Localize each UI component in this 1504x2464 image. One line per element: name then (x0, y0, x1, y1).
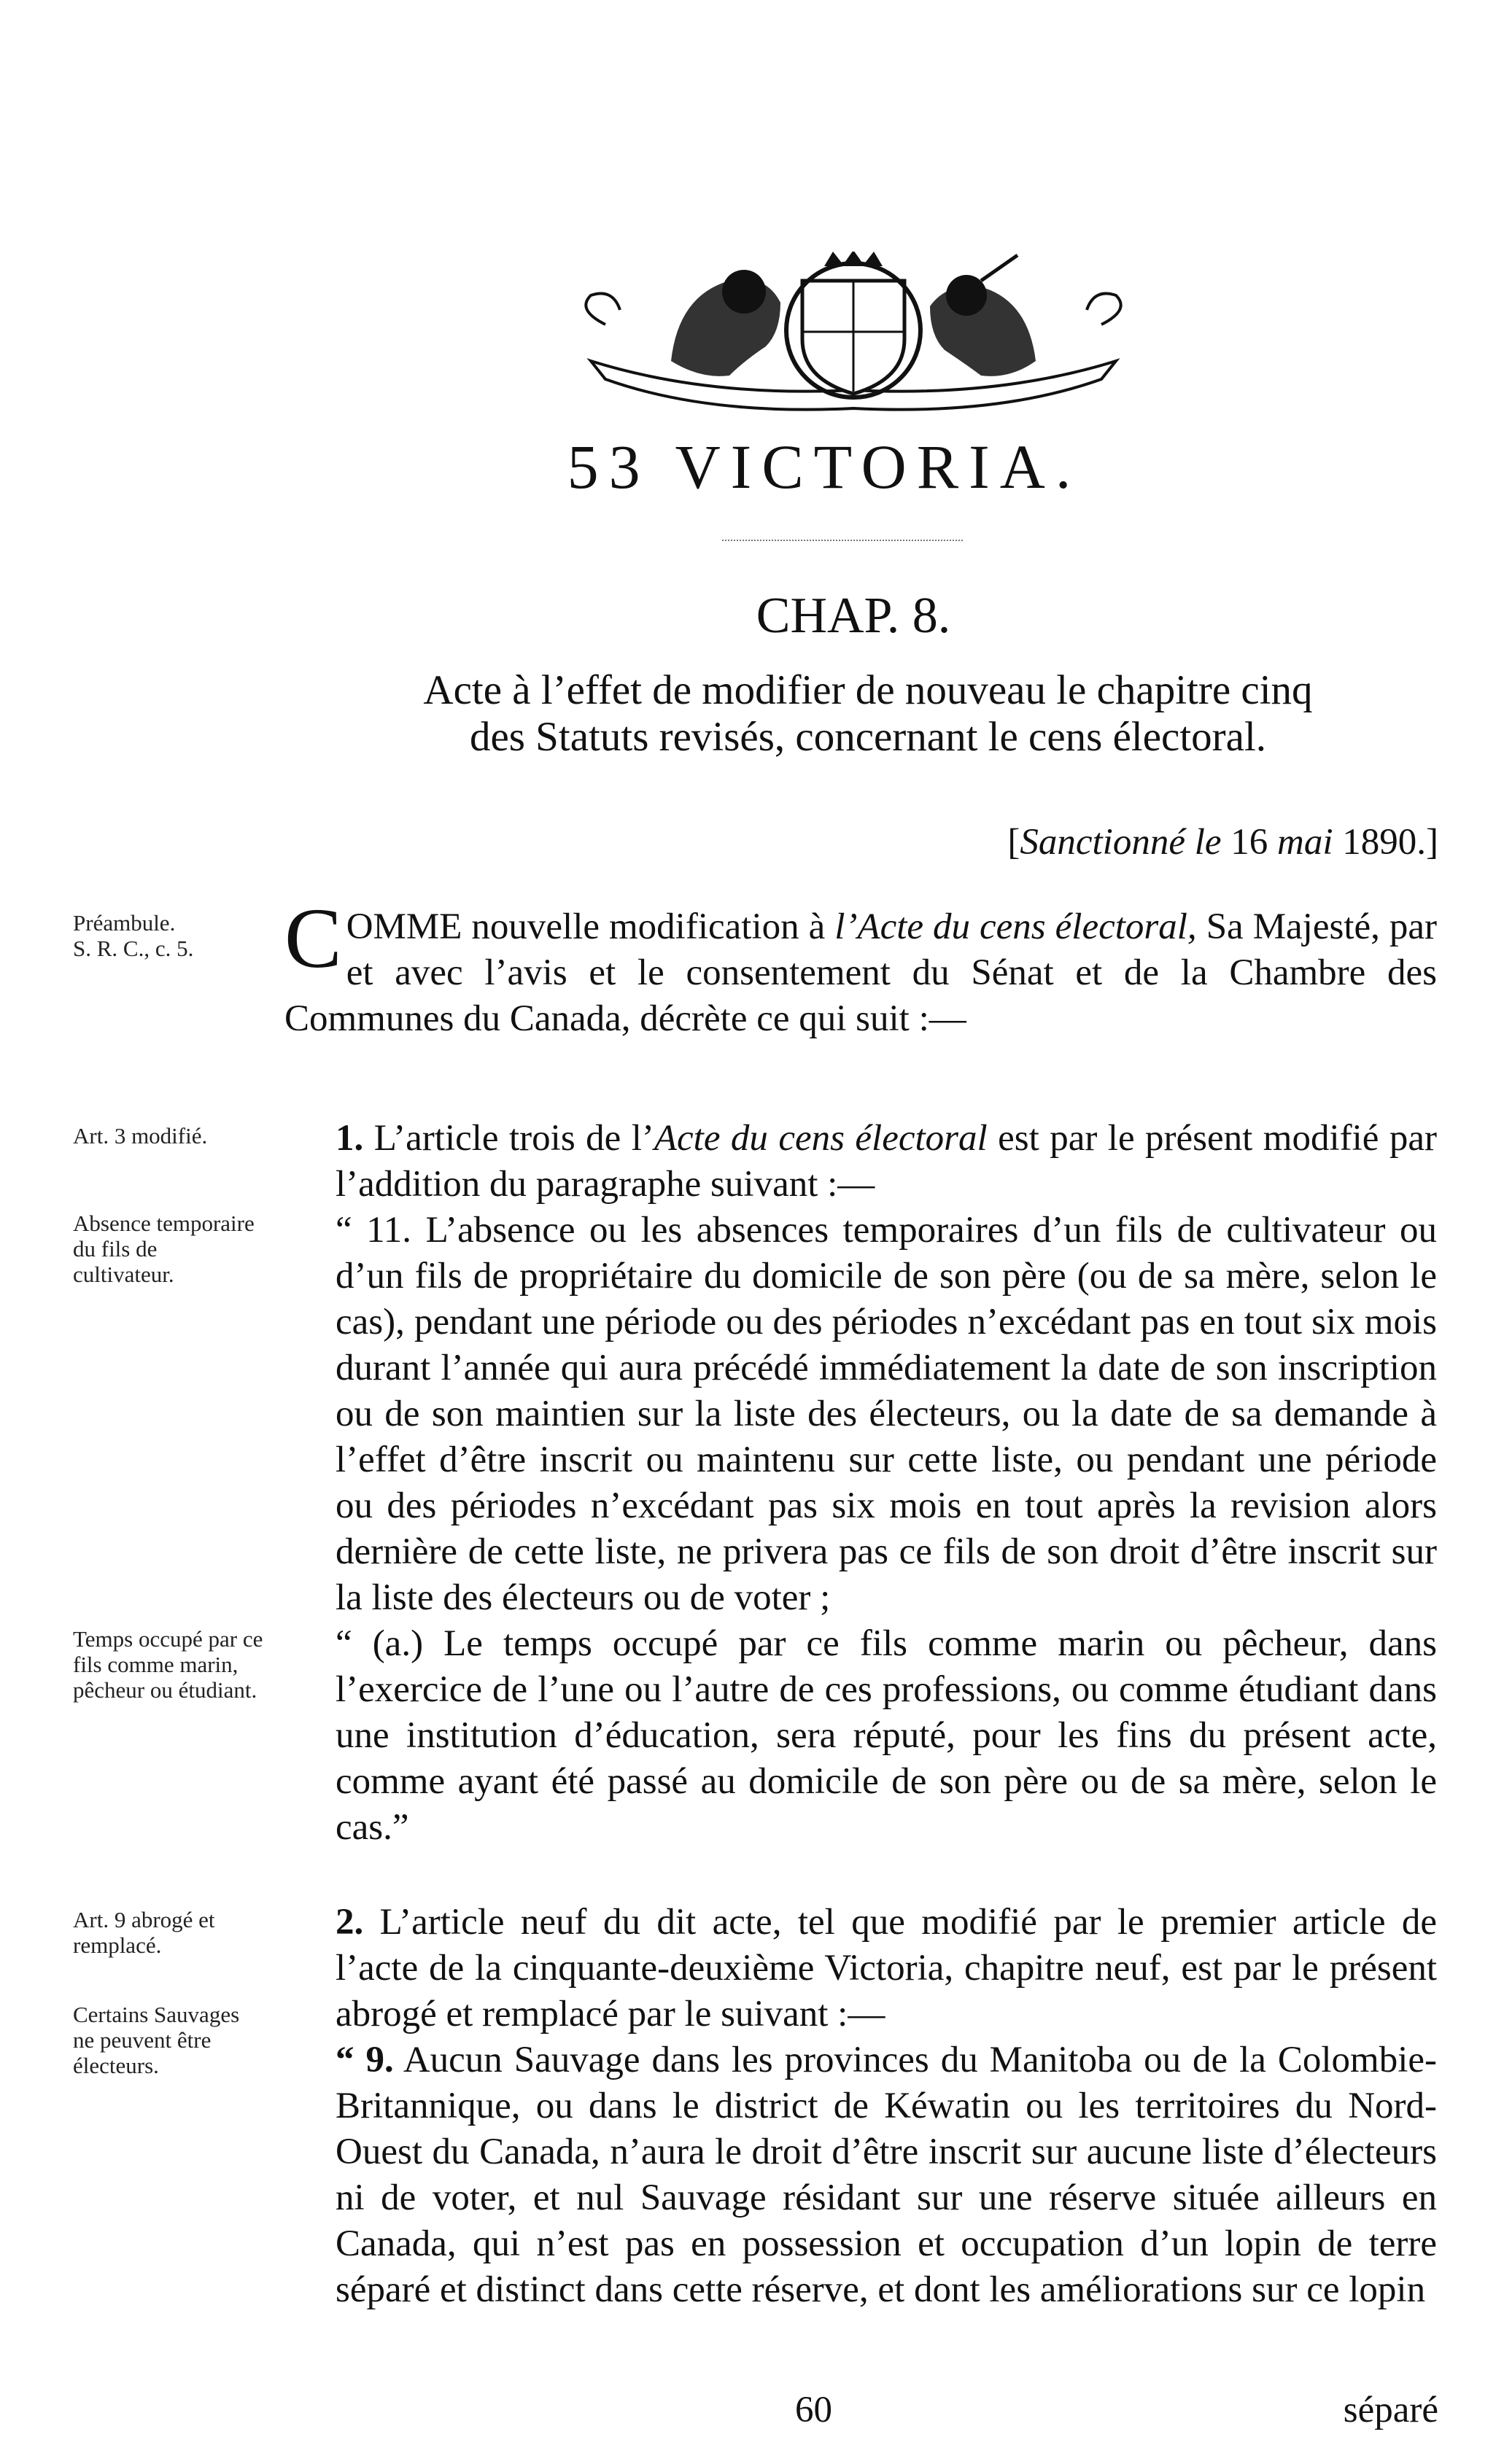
article-1-act-name: Acte du cens électoral (654, 1118, 988, 1159)
preamble-paragraph (284, 890, 1438, 1042)
royal-coat-of-arms-icon (562, 252, 1145, 419)
margin-note-temps: Temps occupé par ce fils comme marin, pêcheur ou étudiant. (73, 1626, 263, 1703)
sanction-bracket: [ (1007, 822, 1020, 863)
sanction-month: mai (1277, 822, 1333, 863)
paragraph-11 (284, 1208, 1437, 1621)
margin-note-art3: Art. 3 modifié. (73, 1123, 208, 1149)
header-divider (722, 540, 963, 541)
article-1-number: 1. (336, 1118, 364, 1159)
margin-note-preamble-line-2: S. R. C., c. 5. (73, 936, 194, 961)
paragraph-9-number: “ 9. (336, 2040, 394, 2080)
catchword: séparé (1343, 2390, 1438, 2430)
preamble-act-name: l’Acte du cens électoral, (834, 906, 1197, 947)
sanction-label: Sanctionné le (1020, 822, 1222, 863)
preamble-text-a: OMME nouvelle modification à (346, 906, 835, 947)
paragraph-9 (284, 2037, 1437, 2313)
margin-note-art9: Art. 9 abrogé et remplacé. (73, 1907, 215, 1958)
paragraph-11-number: “ 11. (336, 1210, 412, 1251)
sanction-date (1007, 820, 1438, 864)
act-title-line-1: Acte à l’effet de modifier de nouveau le chapitre cinq (423, 667, 1313, 713)
margin-note-sauvages: Certains Sauvages ne peuvent être électeurs. (73, 2002, 240, 2078)
chapter-number: CHAP. 8. (756, 588, 951, 644)
article-1-text-b: est par le présent modifié par l’addition du paragraphe suivant :— (336, 1118, 1437, 1205)
preamble-text-b: Sa Majesté, par et avec l’avis et le consentement du Sénat et de la Chambre des Communes du Canada, décrète ce qui suit :— (284, 906, 1438, 1039)
article-1-text-a: L’article trois de l’ (363, 1118, 654, 1159)
article-2-number: 2. (336, 1902, 364, 1943)
paragraph-a-text: Le temps occupé par ce fils comme marin ou pêcheur, dans l’exercice de l’une ou l’autre de ces professions, ou comme étudiant dans une institution d’éducation, sera réputé, pour les fins du présent acte, comme ayant été passé au domicile de son père ou de sa mère, selon le cas.” (336, 1623, 1437, 1848)
act-title-line-2: des Statuts revisés, concernant le cens électoral. (469, 714, 1267, 760)
sanction-year: 1890.] (1342, 822, 1438, 863)
paragraph-a (284, 1621, 1437, 1851)
act-title (284, 667, 1451, 761)
article-2 (284, 1900, 1437, 2313)
paragraph-9-text: Aucun Sauvage dans les provinces du Manitoba ou de la Colombie-Britannique, ou dans le district de Kéwatin ou les territoires du Nord-Ouest du Canada, n’aura le droit d’être inscrit sur aucune liste d’électeurs ni de voter, et nul Sauvage résidant sur une réserve située ailleurs en Canada, qui n’est pas en possession et occupation d’un lopin de terre séparé et distinct dans cette réserve, et dont les améliorations sur ce lopin (336, 2040, 1437, 2310)
sanction-day: 16 (1230, 822, 1268, 863)
paragraph-11-text: L’absence ou les absences temporaires d’un fils de cultivateur ou d’un fils de propriétaire du domicile de son père (ou de sa mère, selon le cas), pendant une période ou des périodes n’excédant pas en tout six mois durant l’année qui aura précédé immédiatement la date de son inscription ou de son maintien sur la liste des électeurs, ou la date de sa demande à l’effet d’être inscrit ou maintenu sur cette liste, ou pendant une période ou des périodes n’excédant pas six mois en tout après la revision alors dernière de cette liste, ne privera pas ce fils de son droit d’être inscrit sur la liste des électeurs ou de voter ; (336, 1210, 1437, 1618)
paragraph-a-label: “ (a.) (336, 1623, 424, 1664)
page-number: 60 (795, 2390, 832, 2430)
margin-note-preamble (73, 910, 292, 961)
statute-heading: 53 VICTORIA. (567, 432, 1082, 502)
article-2-intro (284, 1900, 1437, 2037)
drop-cap: C (284, 890, 342, 986)
article-1 (284, 1116, 1437, 1851)
article-1-intro (284, 1116, 1437, 1208)
margin-note-absence: Absence temporaire du fils de cultivateur. (73, 1210, 255, 1287)
article-2-text: L’article neuf du dit acte, tel que modifié par le premier article de l’acte de la cinquante-deuxième Victoria, chapitre neuf, est par le présent abrogé et remplacé par le suivant :— (336, 1902, 1437, 2034)
margin-note-preamble-line-1: Préambule. (73, 910, 176, 936)
